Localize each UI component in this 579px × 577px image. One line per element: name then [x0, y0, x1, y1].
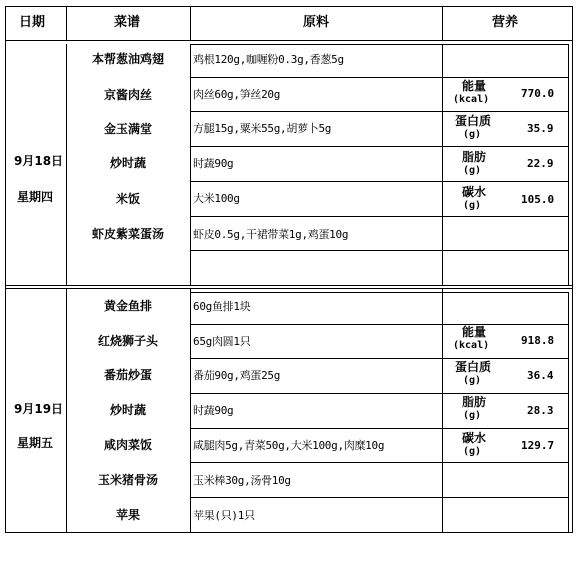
- day-weekday: 星期四: [17, 190, 54, 204]
- header-date: 日期: [19, 15, 46, 30]
- col-divider: [190, 44, 191, 285]
- nutrition-label: 脂肪: [462, 150, 487, 164]
- nutrition-value: 770.0: [521, 87, 555, 100]
- nutrition-value: 35.9: [527, 122, 554, 135]
- dish-ingredients: 大米100g: [193, 192, 240, 205]
- header-col-divider: [190, 6, 191, 41]
- dish-name: 金玉满堂: [104, 122, 153, 136]
- dish-ingredients: 鸡根120g,咖喱粉0.3g,香葱5g: [193, 53, 344, 66]
- nutrition-label: 脂肪: [462, 395, 487, 409]
- header-menu: 菜谱: [114, 15, 141, 30]
- dish-ingredients: 苹果(只)1只: [193, 509, 255, 522]
- dish-name: 米饭: [116, 192, 141, 206]
- row-divider: [190, 181, 569, 182]
- nutrition-label: 碳水: [462, 431, 487, 445]
- dish-name: 炒时蔬: [110, 403, 147, 417]
- nutrition-label: 能量: [462, 325, 487, 339]
- row-divider: [190, 111, 569, 112]
- dish-ingredients: 虾皮0.5g,干裙带菜1g,鸡蛋10g: [193, 228, 349, 241]
- dish-ingredients: 时蔬90g: [193, 404, 234, 417]
- nutrition-unit: (kcal): [453, 94, 490, 105]
- col-divider: [66, 44, 67, 285]
- nutrition-label: 能量: [462, 79, 487, 93]
- row-divider: [190, 462, 569, 463]
- dish-ingredients: 番茄90g,鸡蛋25g: [193, 369, 281, 382]
- table-border-left: [5, 6, 6, 533]
- row-divider: [190, 358, 569, 359]
- nutrition-unit: (g): [463, 200, 482, 211]
- nutrition-value: 105.0: [521, 193, 555, 206]
- dish-name: 炒时蔬: [110, 156, 147, 170]
- dish-ingredients: 65g肉圆1只: [193, 335, 251, 348]
- day-date: 9月18日: [14, 154, 64, 168]
- nutrition-unit: (g): [463, 375, 482, 386]
- row-divider: [190, 324, 569, 325]
- row-divider: [190, 77, 569, 78]
- row-divider: [190, 250, 569, 251]
- header-col-divider: [442, 6, 443, 41]
- dish-ingredients: 咸腿肉5g,青菜50g,大米100g,肉糜10g: [193, 439, 385, 452]
- table-border-top: [5, 6, 573, 7]
- dish-name: 咸肉菜饭: [104, 438, 153, 452]
- row-divider: [190, 393, 569, 394]
- nutrition-unit: (g): [463, 410, 482, 421]
- dish-name: 本帮葱油鸡翅: [92, 52, 165, 66]
- row-divider: [190, 428, 569, 429]
- box-top: [190, 44, 443, 45]
- header-ingredients: 原料: [303, 15, 330, 30]
- nutrition-unit: (kcal): [453, 340, 490, 351]
- dish-ingredients: 肉丝60g,笋丝20g: [193, 88, 281, 101]
- day-weekday: 星期五: [17, 436, 54, 450]
- dish-name: 虾皮紫菜蛋汤: [92, 227, 165, 241]
- nutrition-value: 22.9: [527, 157, 554, 170]
- dish-name: 苹果: [116, 508, 141, 522]
- col-divider: [190, 289, 191, 532]
- header-nutrition: 营养: [492, 15, 519, 30]
- header-divider: [5, 40, 573, 41]
- dish-name: 红烧狮子头: [98, 334, 159, 348]
- table-border-right: [572, 6, 573, 533]
- dish-ingredients: 方腿15g,粟米55g,胡萝卜5g: [193, 122, 332, 135]
- nutrition-unit: (g): [463, 446, 482, 457]
- row-divider: [190, 146, 569, 147]
- nutrition-label: 碳水: [462, 185, 487, 199]
- box-top: [190, 292, 443, 293]
- day-date: 9月19日: [14, 402, 64, 416]
- dish-ingredients: 60g鱼排1块: [193, 300, 251, 313]
- col-divider: [442, 289, 443, 532]
- nutrition-unit: (g): [463, 165, 482, 176]
- header-col-divider: [66, 6, 67, 41]
- box-top: [443, 292, 569, 293]
- col-divider: [66, 289, 67, 532]
- box-top: [443, 44, 569, 45]
- nutrition-value: 36.4: [527, 369, 554, 382]
- dish-name: 京酱肉丝: [104, 88, 153, 102]
- dish-name: 番茄炒蛋: [104, 368, 153, 382]
- day-separator: [5, 288, 573, 289]
- nutrition-label: 蛋白质: [455, 360, 492, 374]
- nutrition-value: 129.7: [521, 439, 555, 452]
- box-right: [568, 292, 569, 532]
- nutrition-unit: (g): [463, 129, 482, 140]
- dish-name: 玉米猪骨汤: [98, 473, 159, 487]
- table-border-bottom: [5, 532, 573, 533]
- row-divider: [190, 497, 569, 498]
- nutrition-value: 918.8: [521, 334, 555, 347]
- box-right: [568, 44, 569, 285]
- dish-ingredients: 时蔬90g: [193, 157, 234, 170]
- col-divider: [442, 44, 443, 285]
- nutrition-value: 28.3: [527, 404, 554, 417]
- dish-name: 黄金鱼排: [104, 299, 153, 313]
- nutrition-label: 蛋白质: [455, 114, 492, 128]
- row-divider: [190, 216, 569, 217]
- dish-ingredients: 玉米棒30g,汤骨10g: [193, 474, 291, 487]
- day-separator: [5, 285, 573, 286]
